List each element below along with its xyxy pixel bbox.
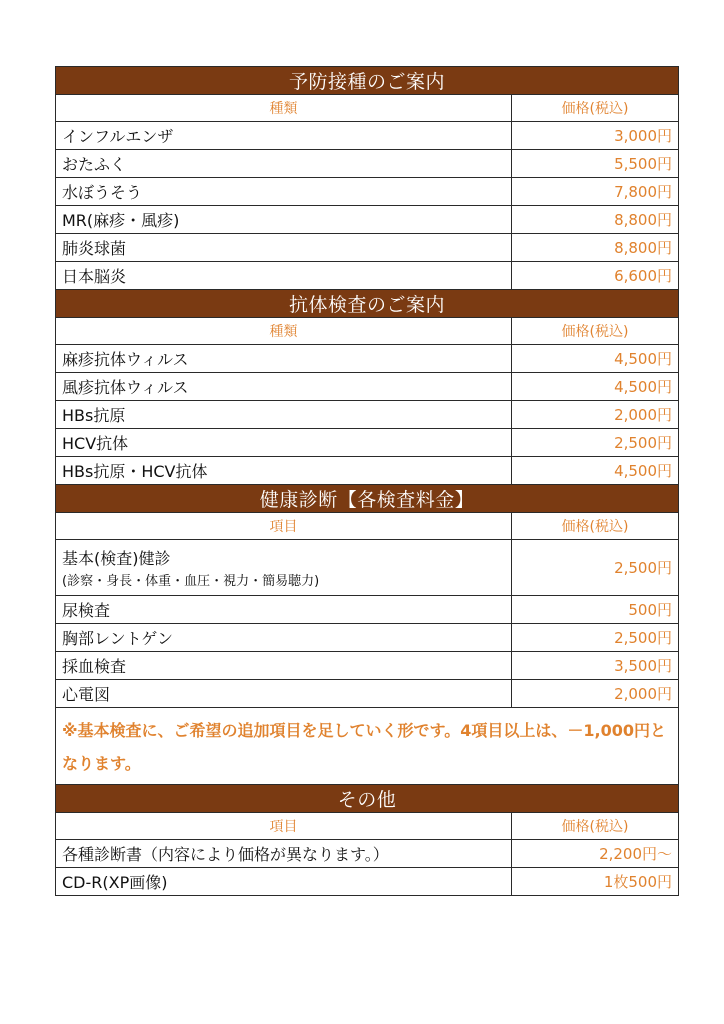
section-title: その他 (56, 785, 679, 813)
table-row (56, 457, 679, 485)
item-price: 2,500円 (512, 624, 679, 652)
column-header-item: 項目 (56, 513, 512, 540)
section-title-row (56, 785, 679, 813)
item-name: CD-R(XP画像) (56, 868, 512, 896)
item-name: 肺炎球菌 (56, 234, 512, 262)
item-price: 500円 (512, 596, 679, 624)
column-header-price: 価格(税込) (512, 318, 679, 345)
item-name: 心電図 (56, 680, 512, 708)
column-header-price: 価格(税込) (512, 513, 679, 540)
item-name: 水ぼうそう (56, 178, 512, 206)
section-title-row (56, 290, 679, 318)
table-row (56, 122, 679, 150)
table-row (56, 624, 679, 652)
item-price: 4,500円 (512, 345, 679, 373)
table-row (56, 680, 679, 708)
table-row (56, 596, 679, 624)
item-name: 胸部レントゲン (56, 624, 512, 652)
section-title: 健康診断【各検査料金】 (56, 485, 679, 513)
table-row (56, 401, 679, 429)
item-price: 5,500円 (512, 150, 679, 178)
item-name: MR(麻疹・風疹) (56, 206, 512, 234)
item-price: 2,500円 (512, 429, 679, 457)
item-price: 3,000円 (512, 122, 679, 150)
item-name: HBs抗原・HCV抗体 (56, 457, 512, 485)
table-row (56, 234, 679, 262)
table-row (56, 840, 679, 868)
discount-note: ※基本検査に、ご希望の追加項目を足していく形です。4項目以上は、－1,000円となります。 (56, 708, 679, 785)
item-price: 1枚500円 (512, 868, 679, 896)
item-name-cell (56, 540, 512, 596)
item-name: 基本(検査)健診 (62, 549, 171, 568)
item-name: 採血検査 (56, 652, 512, 680)
table-row (56, 429, 679, 457)
item-name: 日本脳炎 (56, 262, 512, 290)
column-header-row (56, 318, 679, 345)
item-name: インフルエンザ (56, 122, 512, 150)
column-header-row (56, 95, 679, 122)
column-header-row (56, 513, 679, 540)
item-price: 8,800円 (512, 206, 679, 234)
item-subtext: (診察・身長・体重・血圧・視力・簡易聴力) (62, 574, 320, 589)
item-price: 4,500円 (512, 373, 679, 401)
table-row (56, 345, 679, 373)
item-price: 2,500円 (512, 540, 679, 596)
item-price: 8,800円 (512, 234, 679, 262)
column-header-item: 項目 (56, 813, 512, 840)
table-row (56, 868, 679, 896)
column-header-row (56, 813, 679, 840)
section-title-row (56, 485, 679, 513)
item-name: 風疹抗体ウィルス (56, 373, 512, 401)
item-price: 2,200円～ (512, 840, 679, 868)
column-header-item: 種類 (56, 95, 512, 122)
column-header-item: 種類 (56, 318, 512, 345)
column-header-price: 価格(税込) (512, 813, 679, 840)
section-title-row (56, 67, 679, 95)
price-table (55, 66, 679, 896)
item-price: 2,000円 (512, 401, 679, 429)
table-row (56, 150, 679, 178)
item-price: 7,800円 (512, 178, 679, 206)
column-header-price: 価格(税込) (512, 95, 679, 122)
table-row (56, 373, 679, 401)
table-row (56, 206, 679, 234)
table-row (56, 652, 679, 680)
item-price: 2,000円 (512, 680, 679, 708)
item-name: 尿検査 (56, 596, 512, 624)
item-price: 3,500円 (512, 652, 679, 680)
item-name: 麻疹抗体ウィルス (56, 345, 512, 373)
item-name: おたふく (56, 150, 512, 178)
section-title: 抗体検査のご案内 (56, 290, 679, 318)
item-price: 6,600円 (512, 262, 679, 290)
section-title: 予防接種のご案内 (56, 67, 679, 95)
table-row (56, 178, 679, 206)
note-row (56, 708, 679, 785)
table-row (56, 540, 679, 596)
item-name: 各種診断書（内容により価格が異なります。） (56, 840, 512, 868)
item-price: 4,500円 (512, 457, 679, 485)
table-row (56, 262, 679, 290)
item-name: HBs抗原 (56, 401, 512, 429)
item-name: HCV抗体 (56, 429, 512, 457)
